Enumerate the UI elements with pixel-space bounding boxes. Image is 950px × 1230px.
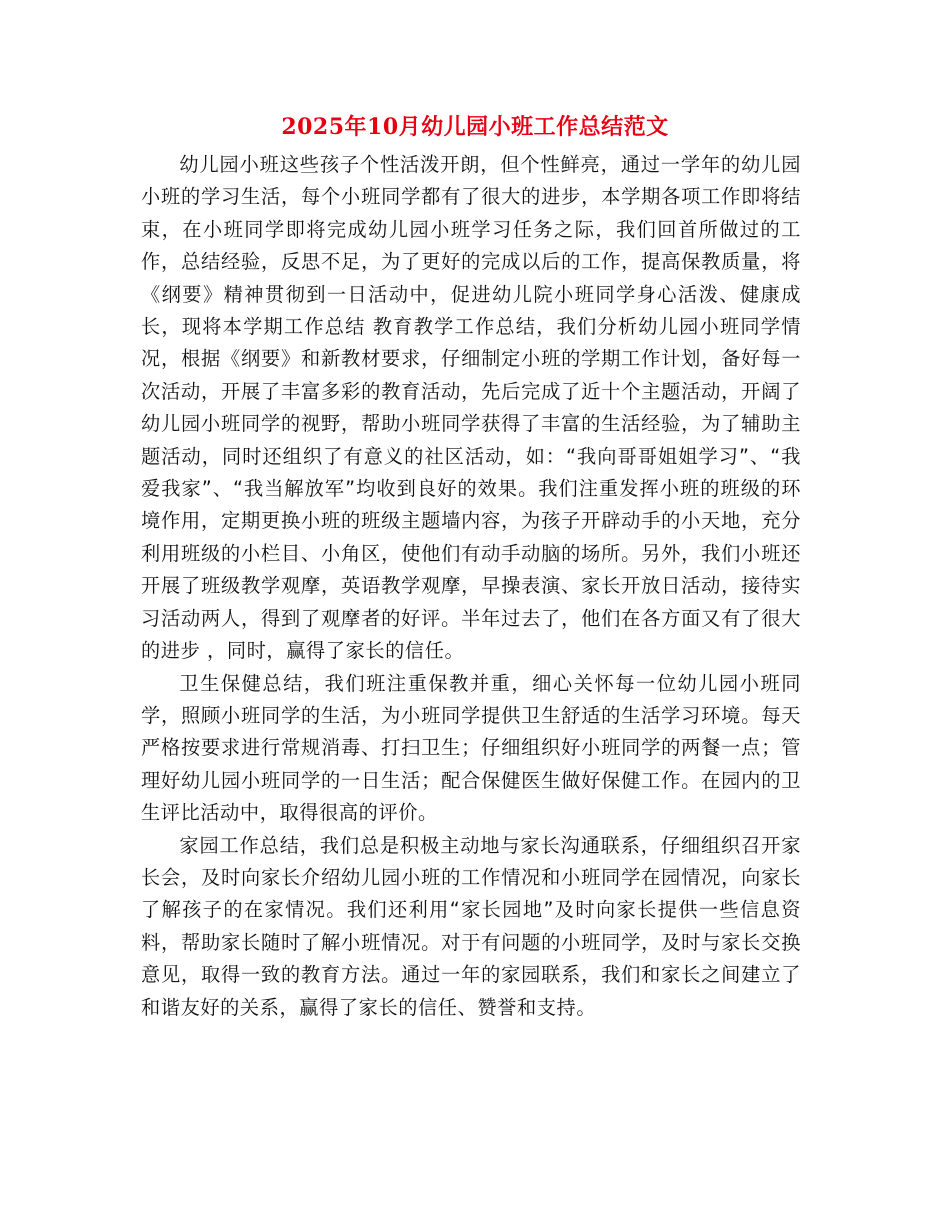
document-title: 2025年10月幼儿园小班工作总结范文 bbox=[281, 114, 669, 140]
document-body bbox=[141, 149, 801, 1024]
paragraph-health-care: 卫生保健总结，我们班注重保教并重，细心关怀每一位幼儿园小班同学，照顾小班同学的生活，为小班同学提供卫生舒适的生活学习环境。每天严格按要求进行常规消毒、打扫卫生；仔细组织好小班同学的两餐一点；管理好幼儿园小班同学的一日生活；配合保健医生做好保健工作。在园内的卫生评比活动中，取得很高的评价。 bbox=[141, 671, 801, 825]
paragraph-home-school: 家园工作总结，我们总是积极主动地与家长沟通联系，仔细组织召开家长会，及时向家长介绍幼儿园小班的工作情况和小班同学在园情况，向家长了解孩子的在家情况。我们还利用“家长园地”及时向家长提供一些信息资料，帮助家长随时了解小班情况。对于有问题的小班同学，及时与家长交换意见，取得一致的教育方法。通过一年的家园联系，我们和家长之间建立了和谐友好的关系，赢得了家长的信任、赞誉和支持。 bbox=[141, 833, 801, 1019]
paragraph-education: 幼儿园小班这些孩子个性活泼开朗，但个性鲜亮，通过一学年的幼儿园小班的学习生活，每个小班同学都有了很大的进步，本学期各项工作即将结束，在小班同学即将完成幼儿园小班学习任务之际，我们回首所做过的工作，总结经验，反思不足，为了更好的完成以后的工作，提高保教质量，将《纲要》精神贯彻到一日活动中，促进幼儿院小班同学身心活泼、健康成长，现将本学期工作总结 教育教学工作总结，我们分析幼儿园小班同学情况，根据《纲要》和新教材要求，仔细制定小班的学期工作计划，备好每一次活动，开展了丰富多彩的教育活动，先后完成了近十个主题活动，开阔了幼儿园小班同学的视野，帮助小班同学获得了丰富的生活经验，为了辅助主题活动，同时还组织了有意义的社区活动，如：“我向哥哥姐姐学习”、“我爱我家”、“我当解放军”均收到良好的效果。我们注重发挥小班的班级的环境作用，定期更换小班的班级主题墙内容，为孩子开辟动手的小天地，充分利用班级的小栏目、小角区，使他们有动手动脑的场所。另外，我们小班还开展了班级教学观摩，英语教学观摩，早操表演、家长开放日活动，接待实习活动两人，得到了观摩者的好评。半年过去了，他们在各方面又有了很大的进步 ，同时，赢得了家长的信任。 bbox=[141, 153, 801, 663]
